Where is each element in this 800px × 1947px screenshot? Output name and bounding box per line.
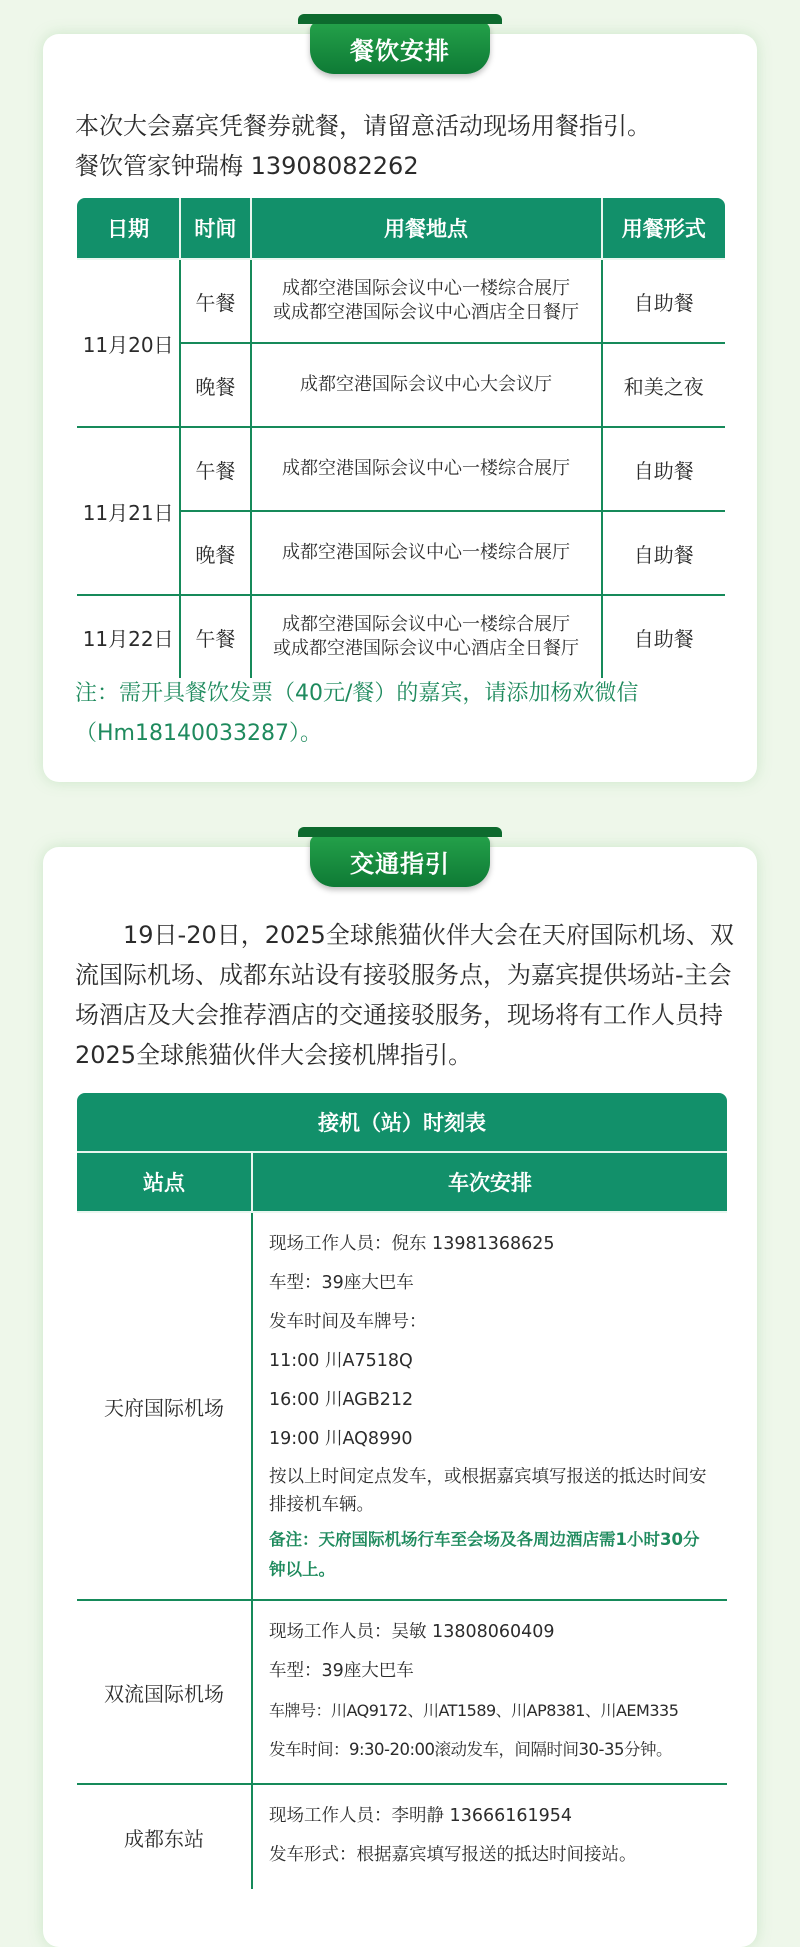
schedule-line: 车型：39座大巴车 bbox=[269, 1273, 414, 1293]
date-cell: 11月20日 bbox=[76, 259, 180, 427]
schedule-line: 现场工作人员：倪东 13981368625 bbox=[269, 1234, 555, 1254]
dining-title-tab: 餐饮安排 bbox=[310, 22, 490, 74]
time-cell: 午餐 bbox=[180, 595, 250, 679]
transport-title-tab: 交通指引 bbox=[310, 835, 490, 887]
dining-intro-line1: 本次大会嘉宾凭餐券就餐，请留意活动现场用餐指引。 bbox=[75, 112, 651, 140]
venue-cell: 成都空港国际会议中心一楼综合展厅 bbox=[251, 427, 602, 511]
shuttle-table-title-row bbox=[76, 1092, 728, 1152]
time-cell: 晚餐 bbox=[180, 343, 250, 427]
table-row bbox=[76, 427, 726, 511]
schedule-line: 发车时间及车牌号： bbox=[269, 1312, 427, 1332]
header-station: 站点 bbox=[76, 1152, 252, 1212]
transport-card bbox=[43, 847, 757, 1947]
schedule-line: 发车形式：根据嘉宾填写报送的抵达时间接站。 bbox=[269, 1845, 637, 1865]
table-row bbox=[76, 259, 726, 343]
schedule-note: 按以上时间定点发车，或根据嘉宾填写报送的抵达时间安排接机车辆。 bbox=[269, 1467, 707, 1515]
invoice-note-line1: 注：需开具餐饮发票（40元/餐）的嘉宾，请添加杨欢微信 bbox=[75, 681, 639, 706]
venue-cell bbox=[251, 259, 602, 343]
meal-table-header bbox=[76, 197, 726, 259]
table-row bbox=[76, 1600, 728, 1784]
transport-intro: 19日-20日，2025全球熊猫伙伴大会在天府国际机场、双流国际机场、成都东站设有接驳服务点，为嘉宾提供场站-主会场酒店及大会推荐酒店的交通接驳服务，现场将有工作人员持2025全球熊猫伙伴大会接机牌指引。 bbox=[75, 921, 734, 1069]
form-cell: 自助餐 bbox=[602, 511, 726, 595]
header-date: 日期 bbox=[76, 197, 180, 259]
venue-cell bbox=[251, 595, 602, 679]
table-row bbox=[76, 595, 726, 679]
form-cell: 自助餐 bbox=[602, 427, 726, 511]
station-cell: 成都东站 bbox=[76, 1784, 252, 1890]
invoice-note bbox=[75, 674, 735, 754]
station-cell: 双流国际机场 bbox=[76, 1600, 252, 1784]
shuttle-schedule-table bbox=[75, 1091, 729, 1891]
header-schedule: 车次安排 bbox=[252, 1152, 728, 1212]
venue-line: 或成都空港国际会议中心酒店全日餐厅 bbox=[273, 302, 580, 323]
schedule-line: 发车时间：9:30-20:00滚动发车，间隔时间30-35分钟。 bbox=[269, 1740, 673, 1759]
form-cell: 和美之夜 bbox=[602, 343, 726, 427]
dining-card bbox=[43, 34, 757, 782]
venue-cell: 成都空港国际会议中心一楼综合展厅 bbox=[251, 511, 602, 595]
time-cell: 午餐 bbox=[180, 427, 250, 511]
schedule-line: 车型：39座大巴车 bbox=[269, 1661, 414, 1681]
schedule-line: 现场工作人员：吴敏 13808060409 bbox=[269, 1622, 555, 1642]
schedule-cell bbox=[252, 1784, 728, 1890]
schedule-line: 16:00 川AGB212 bbox=[269, 1390, 414, 1410]
dining-intro bbox=[75, 106, 735, 186]
shuttle-table-title: 接机（站）时刻表 bbox=[76, 1092, 728, 1152]
table-row bbox=[76, 1212, 728, 1600]
header-form: 用餐形式 bbox=[602, 197, 726, 259]
meal-table bbox=[75, 196, 727, 680]
schedule-cell bbox=[252, 1212, 728, 1600]
schedule-remark: 备注：天府国际机场行车至会场及各周边酒店需1小时30分钟以上。 bbox=[269, 1530, 700, 1579]
venue-cell: 成都空港国际会议中心大会议厅 bbox=[251, 343, 602, 427]
time-cell: 午餐 bbox=[180, 259, 250, 343]
station-cell: 天府国际机场 bbox=[76, 1212, 252, 1600]
shuttle-table-header bbox=[76, 1152, 728, 1212]
schedule-line: 11:00 川A7518Q bbox=[269, 1351, 413, 1371]
schedule-line: 19:00 川AQ8990 bbox=[269, 1429, 413, 1449]
date-cell: 11月22日 bbox=[76, 595, 180, 679]
date-cell: 11月21日 bbox=[76, 427, 180, 595]
dining-manager-contact: 餐饮管家钟瑞梅 13908082262 bbox=[75, 152, 419, 180]
schedule-cell bbox=[252, 1600, 728, 1784]
table-row bbox=[76, 1784, 728, 1890]
header-time: 时间 bbox=[180, 197, 250, 259]
form-cell: 自助餐 bbox=[602, 259, 726, 343]
header-venue: 用餐地点 bbox=[251, 197, 602, 259]
schedule-line: 现场工作人员：李明静 13666161954 bbox=[269, 1806, 573, 1826]
venue-line: 成都空港国际会议中心一楼综合展厅 bbox=[282, 614, 571, 635]
schedule-line: 车牌号：川AQ9172、川AT1589、川AP8381、川AEM335 bbox=[269, 1701, 679, 1720]
venue-line: 或成都空港国际会议中心酒店全日餐厅 bbox=[273, 638, 580, 659]
invoice-note-line2: （Hm18140033287）。 bbox=[75, 721, 322, 746]
form-cell: 自助餐 bbox=[602, 595, 726, 679]
time-cell: 晚餐 bbox=[180, 511, 250, 595]
venue-line: 成都空港国际会议中心一楼综合展厅 bbox=[282, 278, 571, 299]
